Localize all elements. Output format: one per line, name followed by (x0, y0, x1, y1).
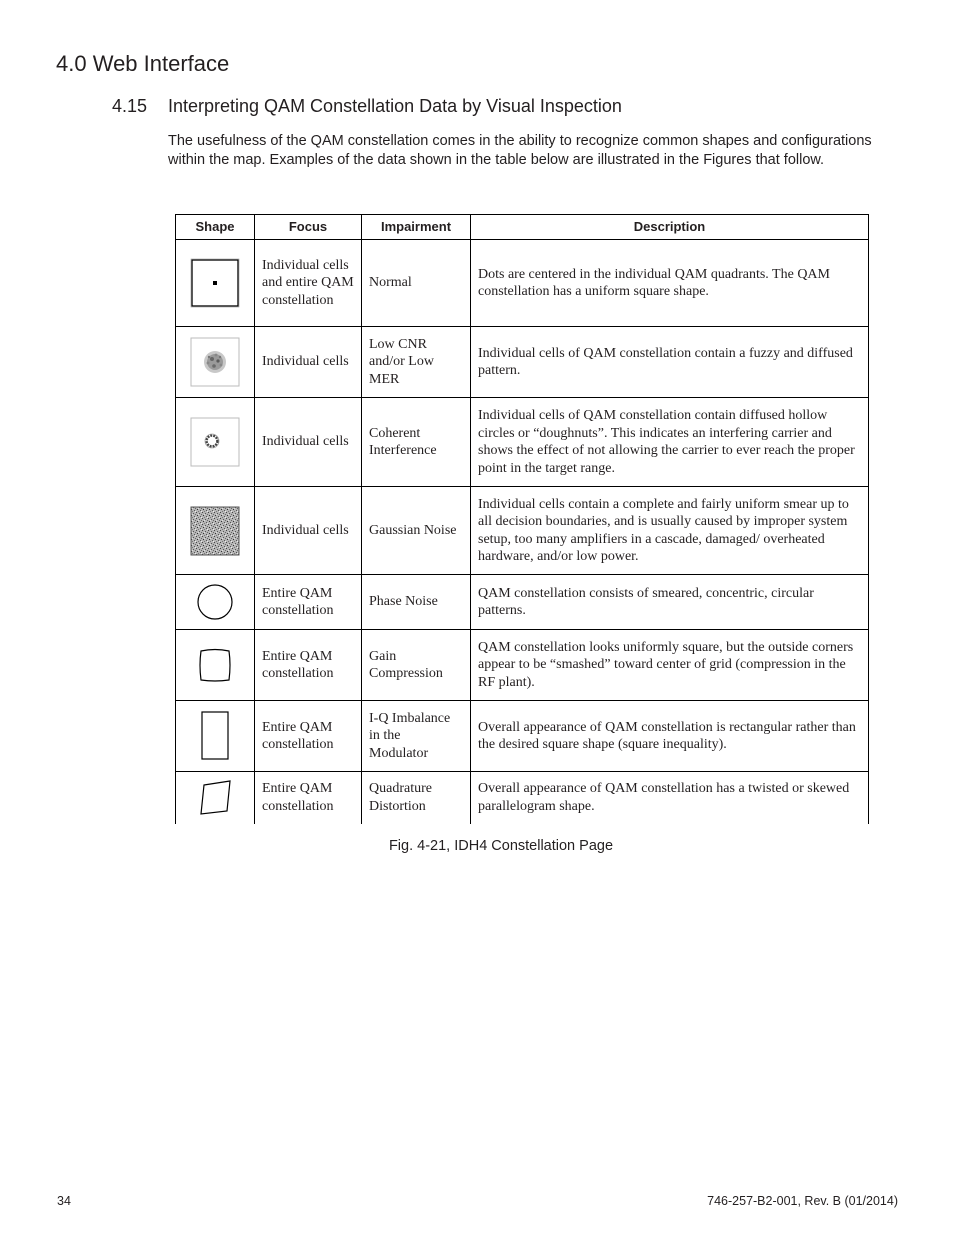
description-cell: Overall appearance of QAM constellation has a twisted or skewed parallelogram shape. (471, 772, 869, 824)
fuzzy-cell-icon (190, 337, 240, 387)
impairment-cell: I-Q Imbalance in the Modulator (362, 701, 471, 772)
header-focus: Focus (255, 215, 362, 240)
focus-cell: Entire QAM constellation (255, 630, 362, 701)
shape-cell (176, 240, 255, 327)
header-shape: Shape (176, 215, 255, 240)
focus-cell: Entire QAM constellation (255, 575, 362, 630)
subsection-number: 4.15 (112, 96, 148, 116)
focus-cell: Entire QAM constellation (255, 772, 362, 824)
figure-caption: Fig. 4-21, IDH4 Constellation Page (388, 838, 614, 854)
focus-cell: Individual cells (255, 398, 362, 487)
shape-cell (176, 772, 255, 824)
centered-dot-icon (190, 258, 240, 308)
impairment-cell: Low CNR and/or Low MER (362, 327, 471, 398)
table-row (176, 630, 869, 701)
table-row (176, 575, 869, 630)
table-header-row (176, 215, 869, 240)
page-number: 34 (57, 1194, 71, 1208)
document-id: 746-257-B2-001, Rev. B (01/2014) (707, 1194, 898, 1208)
impairment-cell: Gaussian Noise (362, 487, 471, 575)
doughnut-icon (190, 417, 240, 467)
circle-icon (195, 582, 235, 622)
table-row (176, 487, 869, 575)
rectangle-icon (195, 710, 235, 762)
parallelogram-icon (195, 778, 235, 818)
table-row (176, 240, 869, 327)
focus-cell: Individual cells and entire QAM constellation (255, 240, 362, 327)
subsection-title-text: Interpreting QAM Constellation Data by Visual Inspection (168, 96, 622, 116)
focus-cell: Individual cells (255, 327, 362, 398)
shape-cell (176, 575, 255, 630)
header-description: Description (471, 215, 869, 240)
description-cell: Individual cells of QAM constellation contain diffused hollow circles or “doughnuts”. This indicates an interfering carrier and shows the effect of not allowing the carrier to ever reach the proper point in the target range. (471, 398, 869, 487)
description-cell: Individual cells of QAM constellation contain a fuzzy and diffused pattern. (471, 327, 869, 398)
description-cell: QAM constellation consists of smeared, concentric, circular patterns. (471, 575, 869, 630)
shape-cell (176, 630, 255, 701)
shape-cell (176, 327, 255, 398)
table-row (176, 701, 869, 772)
table-row (176, 398, 869, 487)
impairment-cell: Normal (362, 240, 471, 327)
description-cell: Overall appearance of QAM constellation is rectangular rather than the desired square shape (square inequality). (471, 701, 869, 772)
focus-cell: Entire QAM constellation (255, 701, 362, 772)
subsection-title (112, 96, 622, 117)
rounded-square-icon (195, 645, 235, 685)
intro-paragraph: The usefulness of the QAM constellation comes in the ability to recognize common shapes and configurations within the map. Examples of the data shown in the table below are illustrated in the Figures that follow. (168, 133, 872, 168)
section-title: 4.0 Web Interface (56, 51, 230, 76)
impairment-cell: Gain Compression (362, 630, 471, 701)
header-impairment: Impairment (362, 215, 471, 240)
description-cell: QAM constellation looks uniformly square, but the outside corners appear to be “smashed” toward center of grid (compression in the RF plant). (471, 630, 869, 701)
shape-cell (176, 487, 255, 575)
description-cell: Individual cells contain a complete and fairly uniform smear up to all decision boundaries, and is usually caused by improper system setup, too many amplifiers in a cascade, damaged/ overheated hardware, and/or low power. (471, 487, 869, 575)
table-row (176, 327, 869, 398)
impairment-cell: Phase Noise (362, 575, 471, 630)
shape-cell (176, 398, 255, 487)
shape-cell (176, 701, 255, 772)
qam-impairment-table (175, 214, 869, 824)
impairment-cell: Quadrature Distortion (362, 772, 471, 824)
table-row (176, 772, 869, 824)
noise-smear-icon (190, 506, 240, 556)
focus-cell: Individual cells (255, 487, 362, 575)
description-cell: Dots are centered in the individual QAM quadrants. The QAM constellation has a uniform square shape. (471, 240, 869, 327)
impairment-cell: Coherent Interference (362, 398, 471, 487)
